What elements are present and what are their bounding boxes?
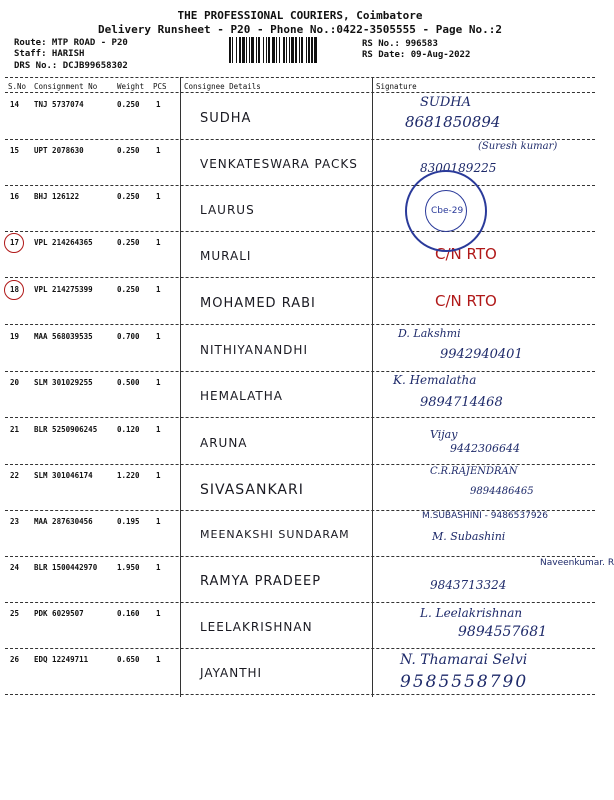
row-consignment-no: BHJ 126122: [34, 192, 80, 201]
row-consignee-name: SUDHA: [200, 111, 252, 126]
row-pcs: 1: [156, 332, 161, 341]
row-signature-note: 9843713324: [430, 578, 507, 592]
row-signature: (Suresh kumar): [478, 141, 558, 152]
row-consignment-no: PDK 6029507: [34, 609, 84, 618]
row-weight: 1.950: [117, 563, 140, 572]
row-consignment-no: TNJ 5737074: [34, 100, 84, 109]
barcode-bar: [242, 37, 245, 63]
row-consignee-name: MEENAKSHI SUNDARAM: [200, 528, 350, 541]
col-weight: Weight: [117, 82, 145, 91]
barcode-bar: [299, 37, 300, 63]
table-row: [0, 602, 600, 648]
barcode-bar: [301, 37, 303, 63]
barcode-bar: [314, 37, 317, 63]
barcode-bar: [256, 37, 257, 63]
row-pcs: 1: [156, 285, 161, 294]
barcode-bar: [286, 37, 287, 63]
row-weight: 1.220: [117, 471, 140, 480]
row-pcs: 1: [156, 655, 161, 664]
row-consignment-no: MAA 287630456: [34, 517, 93, 526]
row-signature: Naveenkumar. R: [540, 558, 614, 568]
barcode-bar: [263, 37, 264, 63]
row-sno: 19: [10, 332, 20, 341]
row-sno: 21: [10, 425, 20, 434]
barcode-bar: [239, 37, 241, 63]
table-row: [0, 139, 600, 185]
row-consignee-name: JAYANTHI: [200, 666, 263, 680]
company-title: THE PROFESSIONAL COURIERS, Coimbatore: [177, 9, 423, 22]
col-consignment: Consignment No: [34, 82, 98, 91]
row-sno: 17: [10, 238, 20, 247]
row-consignee-name: HEMALATHA: [200, 389, 283, 403]
row-signature-note: 9894486465: [470, 486, 534, 497]
col-sno: S.No: [8, 82, 27, 91]
row-sno: 16: [10, 192, 20, 201]
barcode-bar: [229, 37, 231, 63]
row-weight: 0.250: [117, 238, 140, 247]
row-signature: C.R.RAJENDRAN: [430, 466, 518, 477]
red-circle-mark: [4, 280, 24, 300]
barcode-bar: [246, 37, 247, 63]
row-consignee-name: LEELAKRISHNAN: [200, 620, 313, 634]
barcode-bar: [236, 37, 237, 63]
table-row: [0, 325, 600, 371]
table-row: [0, 418, 600, 464]
table-row: [0, 464, 600, 510]
row-consignee-name: ARUNA: [200, 436, 248, 450]
col-signature: Signature: [376, 82, 417, 91]
row-consignee-name: MURALI: [200, 249, 252, 263]
row-sno: 18: [10, 285, 20, 294]
row-consignee-name: SIVASANKARI: [200, 482, 304, 498]
col-consignee: Consignee Details: [184, 82, 261, 91]
row-signature-note: 9942940401: [440, 347, 523, 362]
row-sno: 20: [10, 378, 20, 387]
row-signature: L. Leelakrishnan: [420, 606, 523, 620]
row-signature: M.SUBASHINI - 9486537926: [422, 511, 549, 521]
row-signature: D. Lakshmi: [398, 327, 461, 340]
row-sno: 25: [10, 609, 20, 618]
table-row: [0, 556, 614, 602]
table-row: [0, 648, 600, 694]
row-weight: 0.650: [117, 655, 140, 664]
row-pcs: 1: [156, 192, 161, 201]
row-consignment-no: EDQ 12249711: [34, 655, 89, 664]
barcode-bar: [249, 37, 250, 63]
row-signature-note: 9894557681: [458, 624, 548, 640]
rs-date: RS Date: 09-Aug-2022: [362, 50, 471, 60]
table-row: [0, 371, 600, 417]
row-pcs: 1: [156, 563, 161, 572]
row-consignee-name: MOHAMED RABI: [200, 296, 316, 311]
row-consignment-no: UPT 2078630: [34, 146, 84, 155]
row-separator: [5, 694, 595, 695]
row-weight: 0.250: [117, 146, 140, 155]
barcode-bar: [279, 37, 280, 63]
row-weight: 0.250: [117, 192, 140, 201]
barcode-bar: [258, 37, 260, 63]
row-sno: 23: [10, 517, 20, 526]
barcode-bar: [283, 37, 285, 63]
row-weight: 0.700: [117, 332, 140, 341]
row-signature-remark: C/N RTO: [435, 245, 497, 263]
row-sno: 24: [10, 563, 20, 572]
table-row: [0, 231, 600, 277]
row-signature: K. Hemalatha: [393, 373, 477, 387]
row-signature-note: 9585558790: [400, 672, 529, 692]
barcode-bar: [291, 37, 294, 63]
barcode-bar: [295, 37, 297, 63]
table-row: [0, 185, 600, 231]
barcode-bar: [311, 37, 313, 63]
header-top-rule: [5, 77, 595, 78]
barcode-bar: [251, 37, 254, 63]
row-weight: 0.195: [117, 517, 140, 526]
row-pcs: 1: [156, 471, 161, 480]
barcode-bar: [276, 37, 277, 63]
drs-number: DRS No.: DCJB99658302: [14, 61, 128, 71]
row-weight: 0.160: [117, 609, 140, 618]
barcode-bar: [272, 37, 275, 63]
row-consignment-no: SLM 301046174: [34, 471, 93, 480]
table-row: [0, 278, 600, 324]
row-weight: 0.500: [117, 378, 140, 387]
barcode-bar: [289, 37, 290, 63]
company-stamp: [405, 170, 487, 252]
row-signature-note: M. Subashini: [432, 530, 506, 543]
barcode-image: [228, 37, 356, 63]
table-row: [0, 510, 600, 556]
row-sno: 26: [10, 655, 20, 664]
row-weight: 0.250: [117, 285, 140, 294]
row-signature: Vijay: [430, 428, 458, 441]
row-sno: 22: [10, 471, 20, 480]
row-consignment-no: VPL 214275399: [34, 285, 93, 294]
row-signature: N. Thamarai Selvi: [400, 652, 528, 668]
row-pcs: 1: [156, 238, 161, 247]
barcode-bar: [268, 37, 270, 63]
row-pcs: 1: [156, 517, 161, 526]
row-consignment-no: VPL 214264365: [34, 238, 93, 247]
row-consignment-no: SLM 301029255: [34, 378, 93, 387]
row-consignment-no: BLR 5250906245: [34, 425, 98, 434]
row-signature-note: 8300189225: [420, 161, 497, 175]
row-signature-note: 9894714468: [420, 395, 503, 410]
row-consignee-name: LAURUS: [200, 203, 255, 217]
barcode-bar: [306, 37, 307, 63]
row-weight: 0.120: [117, 425, 140, 434]
row-consignee-name: VENKATESWARA PACKS: [200, 157, 358, 171]
row-sno: 14: [10, 100, 20, 109]
red-circle-mark: [4, 233, 24, 253]
row-pcs: 1: [156, 146, 161, 155]
barcode-bar: [308, 37, 310, 63]
row-consignment-no: MAA 568039535: [34, 332, 93, 341]
staff-label: Staff: HARISH: [14, 49, 85, 59]
row-consignee-name: RAMYA PRADEEP: [200, 574, 322, 589]
stamp-label: Cbe-29: [431, 206, 464, 216]
row-weight: 0.250: [117, 100, 140, 109]
runsheet-subtitle: Delivery Runsheet - P20 - Phone No.:0422-3505555 - Page No.:2: [98, 23, 502, 36]
row-signature-note: 9442306644: [450, 442, 520, 455]
row-signature-note: 8681850894: [405, 113, 501, 131]
row-signature: SUDHA: [420, 95, 472, 110]
col-pcs: PCS: [153, 82, 167, 91]
row-pcs: 1: [156, 609, 161, 618]
row-pcs: 1: [156, 100, 161, 109]
rs-number: RS No.: 996583: [362, 39, 438, 49]
table-row: [0, 93, 600, 139]
row-consignment-no: BLR 1500442970: [34, 563, 98, 572]
row-consignee-name: NITHIYANANDHI: [200, 343, 308, 357]
barcode-bar: [266, 37, 267, 63]
row-pcs: 1: [156, 425, 161, 434]
route-label: Route: MTP ROAD - P20: [14, 38, 128, 48]
row-signature-remark: C/N RTO: [435, 292, 497, 310]
barcode-bar: [232, 37, 233, 63]
row-sno: 15: [10, 146, 20, 155]
row-pcs: 1: [156, 378, 161, 387]
